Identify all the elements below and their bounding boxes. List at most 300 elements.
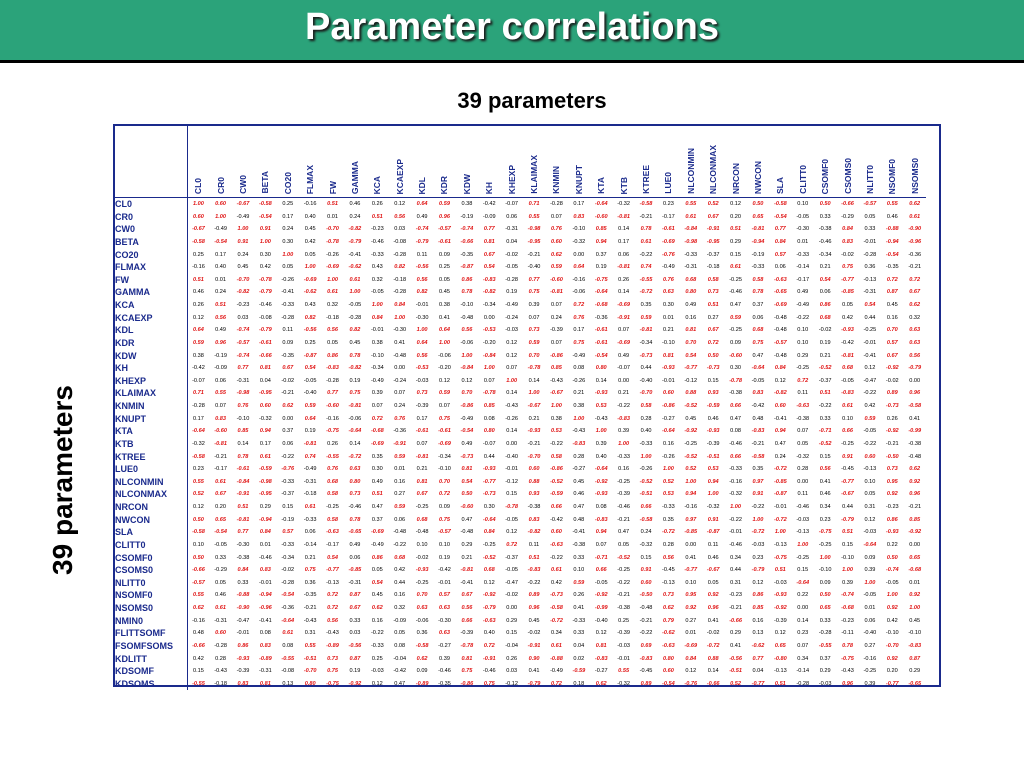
correlation-cell: -0.21 — [908, 264, 922, 271]
column-header-label: CR0 — [215, 176, 226, 194]
table-row — [115, 375, 926, 388]
correlation-cell: -0.36 — [393, 428, 407, 435]
correlation-cell: -0.21 — [527, 440, 541, 447]
correlation-cell: 0.51 — [193, 276, 204, 283]
column-header — [321, 126, 343, 198]
correlation-cell: 0.67 — [215, 491, 227, 498]
correlation-cell: 0.70 — [685, 339, 697, 346]
correlation-cell: 0.40 — [640, 428, 652, 435]
correlation-cell: 0.61 — [282, 630, 294, 637]
correlation-cell: 0.46 — [707, 554, 719, 561]
correlation-cell: 0.63 — [909, 327, 921, 334]
correlation-cell: -0.86 — [550, 352, 563, 359]
correlation-cell: -0.93 — [236, 655, 250, 662]
correlation-cell: -0.85 — [348, 567, 362, 574]
correlation-cell: 0.68 — [842, 365, 853, 372]
column-header — [724, 126, 746, 198]
correlation-cell: -0.88 — [236, 592, 250, 599]
correlation-cell: -0.52 — [482, 554, 496, 561]
correlation-cell: -0.47 — [863, 377, 877, 384]
correlation-cell: -0.31 — [303, 478, 317, 485]
correlation-cell: 0.51 — [371, 491, 383, 498]
correlation-cell: -0.32 — [572, 238, 586, 245]
correlation-cell: -0.19 — [460, 213, 474, 220]
correlation-cell: 0.15 — [797, 567, 809, 574]
correlation-cell: 0.82 — [394, 264, 406, 271]
correlation-cell: 1.00 — [259, 238, 271, 245]
correlation-cell: 0.29 — [506, 617, 518, 624]
correlation-cell: 0.90 — [528, 655, 540, 662]
correlation-cell: -0.64 — [348, 428, 362, 435]
table-row — [115, 312, 926, 325]
correlation-cell: -0.22 — [393, 541, 407, 548]
correlation-cell: 0.59 — [551, 264, 562, 271]
column-header — [433, 126, 455, 198]
correlation-cell: -0.28 — [326, 377, 339, 384]
correlation-cell: -0.35 — [460, 251, 474, 258]
column-header — [344, 126, 366, 198]
correlation-cell: -0.58 — [751, 453, 765, 460]
correlation-cell: 0.88 — [685, 390, 697, 397]
correlation-cell: 0.64 — [304, 415, 316, 422]
correlation-cell: 0.81 — [259, 680, 271, 687]
correlation-cell: 0.28 — [640, 415, 652, 422]
correlation-cell: 0.14 — [618, 289, 630, 296]
correlation-cell: -0.25 — [415, 579, 429, 586]
correlation-cell: 0.62 — [595, 680, 607, 687]
correlation-cell: -0.46 — [796, 504, 810, 510]
correlation-cell: -0.83 — [841, 390, 854, 397]
correlation-cell: -0.64 — [594, 201, 608, 207]
correlation-cell: 0.53 — [595, 403, 607, 409]
correlation-cell: -0.40 — [505, 453, 519, 460]
column-header — [702, 126, 724, 198]
correlation-cell: -0.55 — [326, 453, 339, 460]
correlation-cell: -0.54 — [214, 238, 227, 245]
correlation-cell: -0.10 — [236, 415, 250, 422]
correlation-cell: 0.72 — [439, 491, 450, 498]
correlation-cell: 0.06 — [864, 617, 876, 624]
correlation-cell: -0.67 — [550, 390, 563, 397]
column-header — [769, 126, 791, 198]
row-header: CW0 — [115, 223, 187, 236]
correlation-cell: -0.25 — [863, 327, 877, 334]
correlation-cell: 0.65 — [819, 605, 831, 611]
correlation-cell: 0.70 — [886, 327, 898, 334]
correlation-cell: 0.63 — [439, 605, 450, 611]
column-header — [680, 126, 702, 198]
correlation-cell: -0.16 — [684, 504, 698, 510]
correlation-cell: 0.21 — [573, 390, 585, 397]
correlation-cell: 0.55 — [215, 390, 227, 397]
correlation-cell: -0.54 — [662, 680, 675, 687]
correlation-cell: 0.17 — [259, 440, 271, 447]
correlation-cell: 0.45 — [371, 592, 383, 599]
correlation-cell: -0.10 — [370, 352, 384, 359]
correlation-cell: 0.06 — [819, 289, 831, 296]
correlation-cell: 0.22 — [886, 541, 898, 548]
correlation-cell: 0.71 — [193, 390, 204, 397]
row-header: KDW — [115, 350, 187, 363]
table-row — [115, 337, 926, 350]
table-row — [115, 526, 926, 539]
correlation-cell: 0.64 — [439, 327, 450, 334]
correlation-cell: 0.59 — [304, 403, 316, 409]
correlation-cell: -0.75 — [818, 529, 832, 536]
correlation-cell: 0.96 — [842, 680, 853, 687]
correlation-cell: 0.50 — [886, 554, 898, 561]
row-header: KDR — [115, 337, 187, 350]
correlation-cell: 0.19 — [506, 289, 518, 296]
correlation-cell: 0.66 — [842, 428, 853, 435]
correlation-cell: 0.86 — [886, 516, 898, 523]
correlation-cell: -0.52 — [639, 478, 653, 485]
correlation-cell: 0.44 — [730, 567, 742, 574]
title-bar — [0, 0, 1024, 63]
correlation-cell: -0.70 — [236, 276, 250, 283]
correlation-cell: -0.60 — [460, 504, 474, 510]
correlation-cell: 0.05 — [439, 276, 450, 283]
correlation-cell: -0.57 — [438, 226, 451, 233]
correlation-cell: -0.28 — [281, 579, 295, 586]
correlation-cell: 0.09 — [730, 339, 742, 346]
correlation-cell: -0.64 — [482, 516, 496, 523]
correlation-cell: 0.75 — [304, 567, 316, 574]
correlation-cell: 0.62 — [662, 605, 674, 611]
correlation-cell: -0.72 — [706, 642, 720, 649]
correlation-cell: -0.60 — [214, 428, 227, 435]
correlation-cell: -0.58 — [908, 403, 922, 409]
correlation-cell: 0.87 — [909, 655, 921, 662]
correlation-cell: -0.98 — [684, 238, 698, 245]
correlation-cell: -0.29 — [841, 213, 854, 220]
table-row — [115, 387, 926, 400]
correlation-cell: 0.66 — [551, 504, 562, 510]
correlation-cell: 0.45 — [573, 478, 585, 485]
correlation-cell: -0.49 — [370, 377, 384, 384]
correlation-cell: -0.41 — [460, 579, 474, 586]
correlation-cell: 0.14 — [506, 428, 518, 435]
correlation-cell: -0.43 — [303, 617, 317, 624]
correlation-cell: 0.29 — [461, 541, 473, 548]
correlation-cell: -0.77 — [684, 567, 698, 574]
correlation-cell: -0.06 — [572, 289, 586, 296]
correlation-cell: 0.16 — [618, 466, 630, 473]
correlation-cell: 0.54 — [864, 302, 876, 308]
correlation-cell: 1.00 — [237, 226, 249, 233]
correlation-cell: -0.75 — [594, 276, 608, 283]
correlation-cell: -0.23 — [841, 617, 854, 624]
correlation-cell: 1.00 — [461, 352, 473, 359]
correlation-cell: -0.78 — [729, 377, 742, 384]
correlation-cell: -0.28 — [281, 314, 295, 321]
correlation-cell: 0.08 — [394, 642, 406, 649]
correlation-cell: 0.54 — [304, 365, 316, 372]
correlation-cell: -0.39 — [773, 617, 787, 624]
correlation-cell: -0.66 — [192, 567, 205, 574]
correlation-cell: 0.21 — [819, 264, 831, 271]
correlation-cell: -0.92 — [773, 605, 787, 611]
correlation-cell: 0.20 — [730, 213, 742, 220]
row-header: CO20 — [115, 249, 187, 262]
correlation-cell: 0.94 — [774, 428, 786, 435]
correlation-cell: -0.72 — [348, 453, 362, 460]
column-header-label: CL0 — [193, 177, 204, 194]
correlation-cell: 0.20 — [215, 504, 227, 510]
correlation-cell: 0.57 — [886, 339, 898, 346]
correlation-cell: 0.07 — [551, 213, 562, 220]
correlation-cell: -0.22 — [617, 579, 630, 586]
correlation-cell: -0.62 — [303, 289, 317, 296]
correlation-cell: -0.46 — [818, 238, 832, 245]
correlation-cell: -0.41 — [348, 251, 362, 258]
correlation-cell: 0.12 — [595, 630, 607, 637]
correlation-cell: -0.79 — [482, 605, 496, 611]
correlation-cell: 0.31 — [304, 630, 316, 637]
correlation-cell: -0.25 — [796, 365, 810, 372]
row-header: NSOMF0 — [115, 589, 187, 602]
correlation-cell: 0.86 — [819, 302, 831, 308]
correlation-cell: 0.96 — [528, 605, 540, 611]
correlation-cell: 0.33 — [819, 415, 831, 422]
correlation-cell: 0.96 — [707, 605, 719, 611]
correlation-cell: -0.02 — [281, 377, 295, 384]
correlation-cell: 0.60 — [662, 668, 674, 675]
correlation-cell: -0.41 — [258, 617, 272, 624]
correlation-cell: -0.31 — [214, 617, 227, 624]
correlation-cell: 0.51 — [774, 680, 786, 687]
correlation-cell: -0.21 — [617, 592, 630, 599]
correlation-cell: 0.61 — [640, 238, 652, 245]
correlation-cell: -0.88 — [550, 655, 563, 662]
correlation-cell: -0.16 — [729, 478, 742, 485]
correlation-cell: -0.31 — [863, 289, 877, 296]
table-row — [115, 451, 926, 464]
correlation-cell: 0.00 — [506, 605, 518, 611]
column-header-label: KDL — [417, 176, 428, 194]
correlation-cell: -0.49 — [550, 668, 563, 675]
correlation-cell: -0.22 — [550, 554, 563, 561]
correlation-cell: 0.35 — [752, 466, 764, 473]
correlation-cell: -0.90 — [236, 605, 250, 611]
correlation-cell: 0.26 — [618, 276, 630, 283]
correlation-cell: -0.38 — [796, 415, 810, 422]
correlation-cell: -0.48 — [773, 352, 787, 359]
correlation-cell: 0.07 — [528, 314, 540, 321]
column-header — [568, 126, 590, 198]
correlation-cell: -0.10 — [818, 567, 832, 574]
correlation-cell: -0.32 — [729, 491, 742, 498]
correlation-cell: -0.06 — [460, 339, 474, 346]
correlation-cell: -0.61 — [438, 238, 451, 245]
column-header — [389, 126, 411, 198]
correlation-cell: 0.85 — [551, 365, 562, 372]
correlation-cell: -0.28 — [192, 403, 205, 409]
correlation-cell: -0.33 — [281, 478, 295, 485]
correlation-cell: 0.89 — [640, 680, 652, 687]
correlation-cell: 0.80 — [304, 680, 316, 687]
correlation-cell: -0.46 — [729, 289, 742, 296]
correlation-cell: -0.30 — [438, 617, 451, 624]
correlation-cell: 0.62 — [551, 251, 562, 258]
correlation-cell: 0.28 — [215, 655, 227, 662]
correlation-cell: -0.54 — [214, 529, 227, 536]
correlation-cell: -0.28 — [796, 680, 810, 687]
correlation-cell: 0.38 — [551, 415, 562, 422]
correlation-cell: 0.62 — [909, 302, 921, 308]
correlation-cell: 0.79 — [662, 617, 674, 624]
correlation-cell: -0.65 — [908, 680, 922, 687]
correlation-cell: -0.94 — [258, 516, 272, 523]
correlation-cell: 0.47 — [752, 352, 764, 359]
correlation-cell: 0.34 — [730, 554, 742, 561]
correlation-cell: -0.02 — [818, 327, 832, 334]
correlation-cell: 0.72 — [707, 339, 719, 346]
correlation-cell: -0.33 — [684, 251, 698, 258]
correlation-cell: 0.53 — [551, 428, 562, 435]
column-header-label: LUE0 — [663, 172, 674, 194]
correlation-cell: 0.15 — [640, 554, 652, 561]
correlation-cell: -0.21 — [214, 453, 227, 460]
correlation-cell: 0.74 — [640, 264, 652, 271]
correlation-cell: -0.05 — [370, 289, 384, 296]
correlation-cell: -0.34 — [370, 365, 384, 372]
correlation-cell: 0.50 — [193, 554, 204, 561]
correlation-cell: 0.68 — [752, 327, 764, 334]
correlation-cell: 0.61 — [259, 453, 271, 460]
correlation-cell: -0.52 — [684, 453, 698, 460]
correlation-cell: 0.80 — [595, 365, 607, 372]
row-header: CSOMF0 — [115, 552, 187, 565]
correlation-cell: 0.46 — [886, 213, 898, 220]
correlation-cell: 0.85 — [483, 403, 495, 409]
correlation-cell: -0.40 — [527, 264, 541, 271]
correlation-cell: 0.77 — [774, 226, 786, 233]
correlation-cell: -0.81 — [460, 567, 474, 574]
correlation-cell: 0.07 — [215, 403, 227, 409]
correlation-cell: 0.49 — [371, 478, 383, 485]
correlation-cell: 0.60 — [662, 390, 674, 397]
correlation-cell: 0.94 — [595, 238, 607, 245]
column-header-label: CO20 — [282, 171, 293, 194]
correlation-cell: -0.02 — [885, 377, 899, 384]
row-header: CLITT0 — [115, 539, 187, 552]
correlation-cell: 0.06 — [215, 377, 227, 384]
correlation-cell: -0.14 — [303, 541, 317, 548]
correlation-cell: -0.22 — [550, 440, 563, 447]
correlation-cell: -0.21 — [751, 440, 765, 447]
correlation-cell: 0.16 — [371, 617, 383, 624]
correlation-cell: -0.98 — [527, 226, 541, 233]
correlation-cell: -0.43 — [550, 377, 563, 384]
correlation-cell: 0.77 — [237, 365, 249, 372]
correlation-cell: -0.25 — [818, 541, 832, 548]
correlation-cell: 0.04 — [573, 642, 585, 649]
column-header-label: FLMAX — [305, 164, 316, 194]
correlation-cell: 0.29 — [909, 668, 921, 675]
correlation-cell: 0.03 — [394, 226, 406, 233]
correlation-cell: 0.66 — [461, 617, 473, 624]
correlation-cell: 0.24 — [774, 453, 786, 460]
correlation-cell: 0.78 — [842, 642, 853, 649]
correlation-cell: -0.17 — [326, 541, 339, 548]
column-header — [904, 126, 926, 198]
correlation-cell: -0.13 — [326, 579, 339, 586]
correlation-cell: 0.60 — [551, 238, 562, 245]
correlation-cell: 0.91 — [752, 491, 764, 498]
column-header — [523, 126, 545, 198]
correlation-cell: 0.66 — [730, 453, 742, 460]
correlation-cell: -0.35 — [303, 592, 317, 599]
correlation-cell: 1.00 — [506, 377, 518, 384]
correlation-cell: 0.05 — [864, 491, 876, 498]
correlation-cell: 0.14 — [237, 440, 249, 447]
correlation-cell: 0.84 — [259, 529, 271, 536]
correlation-cell: 0.31 — [730, 579, 742, 586]
correlation-cell: 0.51 — [237, 504, 249, 510]
correlation-cell: -0.23 — [370, 226, 384, 233]
correlation-cell: 0.49 — [461, 440, 473, 447]
correlation-cell: 0.05 — [797, 440, 809, 447]
correlation-cell: -0.28 — [863, 251, 877, 258]
correlation-cell: -0.95 — [258, 390, 272, 397]
column-header-label: KTREE — [641, 165, 651, 194]
correlation-cell: -0.69 — [773, 302, 787, 308]
correlation-cell: -0.39 — [617, 630, 630, 637]
correlation-cell: -0.52 — [818, 365, 832, 372]
correlation-cell: -0.95 — [258, 491, 272, 498]
correlation-cell: -0.73 — [639, 352, 653, 359]
correlation-cell: 0.81 — [461, 466, 473, 473]
correlation-cell: 0.54 — [483, 264, 495, 271]
correlation-table-frame — [113, 124, 941, 687]
correlation-cell: -0.70 — [885, 642, 899, 649]
correlation-cell: 0.37 — [595, 251, 607, 258]
correlation-cell: -0.25 — [684, 440, 698, 447]
correlation-cell: 0.10 — [797, 201, 809, 207]
correlation-cell: -0.55 — [639, 276, 653, 283]
correlation-cell: 0.01 — [394, 466, 406, 473]
correlation-cell: -0.78 — [258, 276, 272, 283]
correlation-cell: 0.23 — [752, 554, 764, 561]
correlation-cell: 0.07 — [439, 403, 450, 409]
correlation-cell: 0.45 — [528, 617, 540, 624]
correlation-cell: 0.42 — [864, 403, 876, 409]
correlation-cell: -0.74 — [415, 226, 429, 233]
correlation-cell: -0.43 — [572, 428, 586, 435]
correlation-cell: -0.05 — [863, 592, 877, 599]
correlation-cell: -0.48 — [415, 529, 429, 536]
correlation-cell: -0.58 — [192, 238, 205, 245]
correlation-cell: -0.79 — [527, 680, 541, 687]
correlation-cell: 0.00 — [573, 251, 585, 258]
correlation-cell: 0.06 — [304, 529, 316, 536]
correlation-cell: -0.30 — [393, 327, 407, 334]
correlation-cell: -0.05 — [796, 213, 810, 220]
correlation-cell: 1.00 — [573, 415, 585, 422]
correlation-cell: 0.41 — [685, 554, 697, 561]
correlation-cell: -0.28 — [393, 289, 407, 296]
correlation-cell: -0.66 — [258, 352, 272, 359]
correlation-cell: 0.19 — [304, 428, 316, 435]
column-header — [232, 126, 254, 198]
correlation-cell: -0.49 — [572, 352, 586, 359]
correlation-cell: 0.09 — [864, 554, 876, 561]
column-header — [612, 126, 634, 198]
correlation-cell: 0.25 — [439, 264, 450, 271]
correlation-cell: 0.73 — [327, 655, 338, 662]
correlation-cell: 0.19 — [349, 377, 361, 384]
